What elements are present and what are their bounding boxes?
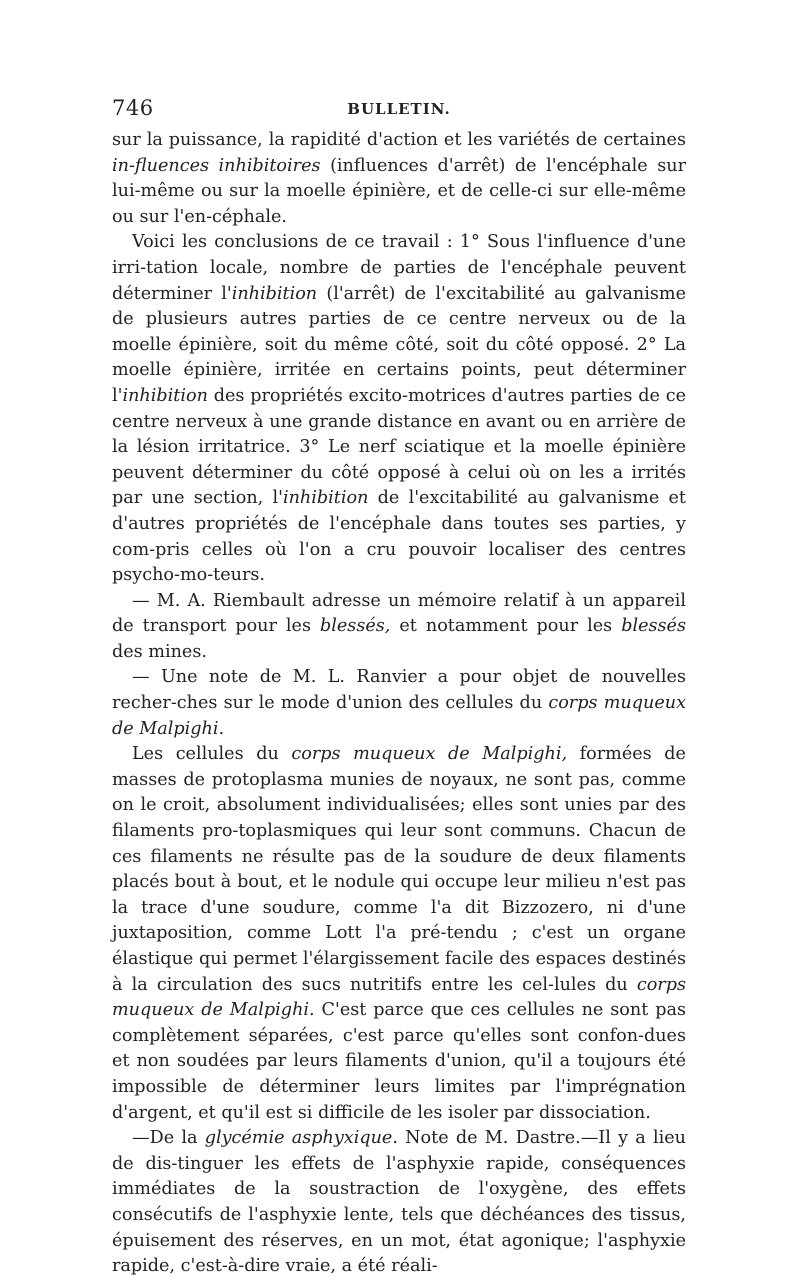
- text-run: Les cellules du: [132, 744, 292, 765]
- text-run: des propriétés excito-motrices d'autres parties de ce centre nerveux à une grande distance en avant ou en arrière de la lésion irritatrice. 3° Le nerf sciatique et la moelle épinière peuvent déterminer du côté opposé à celui où on les a irrités par une section, l': [112, 385, 686, 509]
- italic-text-run: glycémie asphyxique.: [204, 1128, 398, 1149]
- text-run: Voici les conclusions de ce travail : 1° Sous l'influence d'une irri-tation locale, nombre de parties de l'encéphale peuvent déterminer l': [112, 232, 686, 304]
- text-run: — M. A. Riembault adresse un mémoire relatif à un appareil de transport pour les: [112, 590, 686, 637]
- text-run: — Une note de M. L. Ranvier a pour objet de nouvelles recher-ches sur le mode d'union des cellules du: [112, 667, 686, 714]
- italic-text-run: in-fluences inhibitoires: [112, 155, 321, 176]
- text-run: sur la puissance, la rapidité d'action et les variétés de certaines: [112, 130, 686, 150]
- paragraph-glycemie-asphyxique: [112, 1126, 686, 1280]
- text-run: formées de masses de protoplasma munies de noyaux, ne sont pas, comme on le croit, absolument individualisées; elles sont unies par des filaments pro-toplasmiques qui leur sont communs. Chacun de ces filaments ne résulte pas de la soudure de deux filaments placés bout à bout, et le nodule qui occupe leur milieu n'est pas la trace d'une soudure, comme l'a dit Bizzozero, ni d'une juxtaposition, comme Lott l'a pré-tendu ; c'est un organe élastique qui permet l'élargissement facile des espaces destinés à la circulation des sucs nutritifs entre les cel-lules du: [112, 744, 686, 995]
- text-run: et notamment pour les: [390, 616, 622, 637]
- italic-text-run: blessés,: [319, 616, 391, 637]
- paragraph-cellules-malpighi: [112, 742, 686, 1126]
- italic-text-run: inhibition: [282, 488, 369, 509]
- running-head: BULLETIN.: [347, 100, 451, 118]
- body-text: [112, 128, 686, 1280]
- page-number: 746: [112, 96, 154, 120]
- text-run: —De la: [132, 1128, 205, 1149]
- text-run: (influences d'arrêt) de l'encéphale sur lui-même ou sur la moelle épinière, et de celle-ci sur elle-même ou sur l'en-céphale.: [112, 155, 687, 227]
- paragraph-riembault: [112, 589, 686, 666]
- italic-text-run: corps muqueux de Malpighi,: [291, 744, 568, 765]
- text-run: (l'arrêt) de l'excitabilité au galvanisme de plusieurs autres parties de ce centre nerveux ou de la moelle épinière, soit du même côté, soit du côté opposé. 2° La moelle épinière, irritée en certains points, peut déterminer l': [112, 283, 686, 406]
- paragraph-conclusions: [112, 230, 686, 588]
- italic-text-run: corps muqueux de Malpighi.: [112, 693, 686, 739]
- italic-text-run: inhibition: [122, 385, 208, 406]
- paragraph-ranvier-note: [112, 665, 686, 742]
- italic-text-run: corps muqueux de Malpighi.: [112, 974, 686, 1021]
- text-run: Note de M. Dastre.—Il y a lieu de dis-tinguer les effets de l'asphyxie rapide, conséquences immédiates de la soustraction de l'oxygène, des effets consécutifs de l'asphyxie lente, tels que déchéances des tissus, épuisement des réserves, en un mot, état agonique; l'asphyxie rapide, c'est-à-dire vraie, a été réali-: [112, 1128, 686, 1277]
- page-header: [112, 96, 686, 124]
- text-run: de l'excitabilité au galvanisme et d'autres propriétés de l'encéphale dans toutes ses parties, y com-pris celles où l'on a cru pouvoir localiser des centres psycho-mo-teurs.: [112, 488, 686, 586]
- italic-text-run: inhibition: [231, 283, 318, 304]
- text-run: des mines.: [112, 641, 207, 662]
- italic-text-run: blessés: [621, 616, 686, 637]
- paragraph-influences: [112, 128, 686, 230]
- text-run: C'est parce que ces cellules ne sont pas complètement séparées, c'est parce qu'elles sont confon-dues et non soudées par leurs filaments d'union, qu'il a toujours été impossible de déterminer leurs limites par l'imprégnation d'argent, et qu'il est si difficile de les isoler par dissociation.: [112, 1000, 686, 1123]
